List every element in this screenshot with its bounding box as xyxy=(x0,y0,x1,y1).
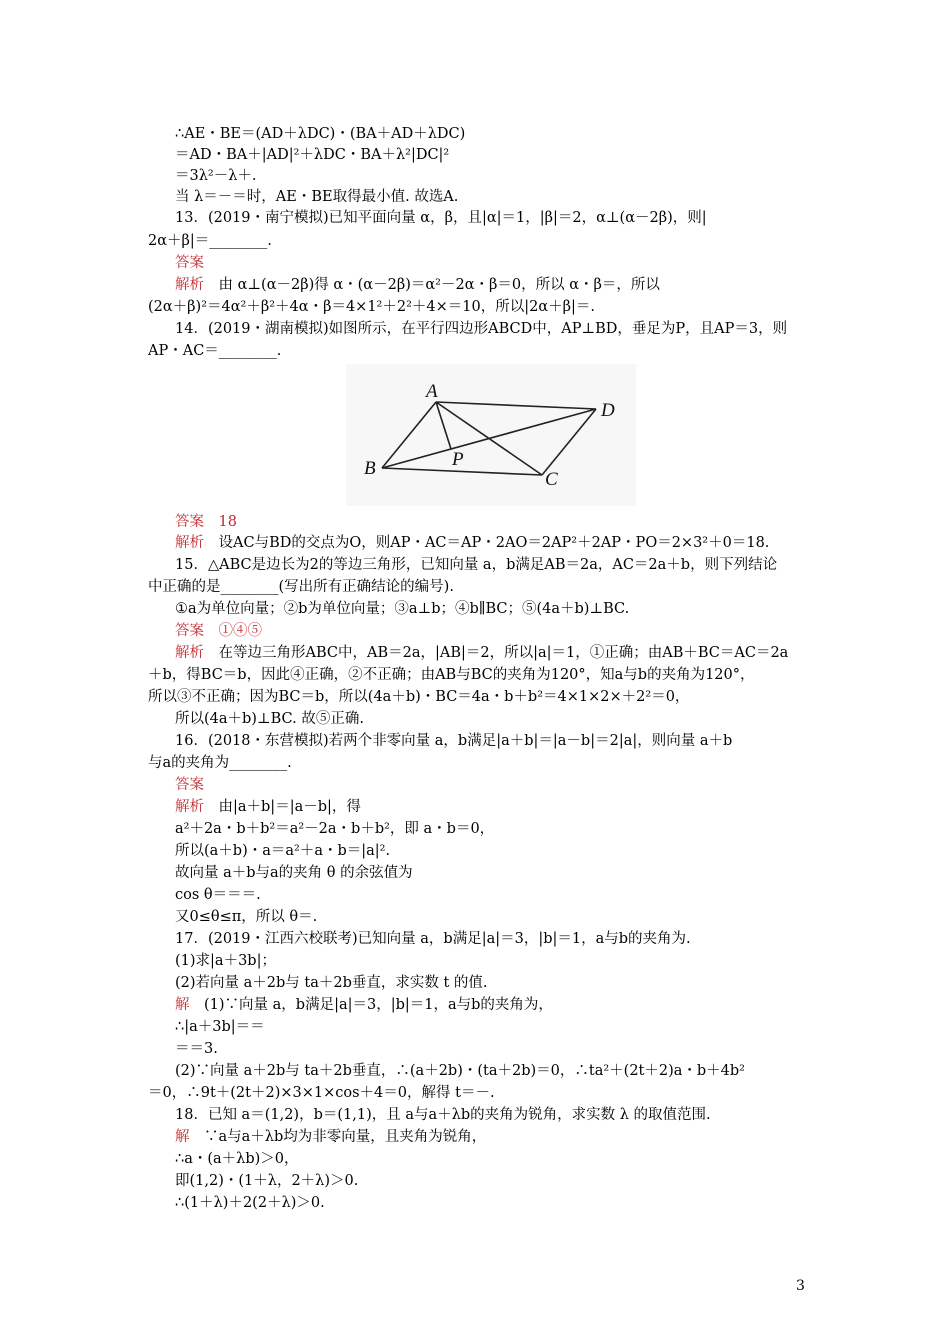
text-line: cos θ＝＝＝. xyxy=(175,887,261,903)
label-a: A xyxy=(426,381,438,402)
text-line: 2α＋β|＝________. xyxy=(148,233,272,249)
label-c: C xyxy=(545,469,558,490)
text-line: ∴a・(a＋λb)＞0， xyxy=(175,1151,299,1167)
problem-13: 13．(2019・南宁模拟)已知平面向量 α，β，且|α|＝1，|β|＝2，α⊥(α－2β)，则| xyxy=(175,210,707,226)
text-line: (2)若向量 a＋2b与 ta＋2b垂直，求实数 t 的值. xyxy=(175,975,488,991)
problem-16: 16．(2018・东营模拟)若两个非零向量 a，b满足|a＋b|＝|a－b|＝2|a|，则向量 a＋b xyxy=(175,733,733,749)
answer-line: 答案 ①④⑤ xyxy=(175,623,262,639)
text-line: ＝0，∴9t＋(2t＋2)×3×1×cos＋4＝0，解得 t＝－. xyxy=(148,1085,495,1101)
problem-15: 15．△ABC是边长为2的等边三角形，已知向量 a，b满足AB＝2a，AC＝2a＋b，则下列结论 xyxy=(175,557,778,573)
text-line: 又0≤θ≤π，所以 θ＝. xyxy=(175,909,318,925)
answer-label: 答案 xyxy=(175,777,204,793)
analysis-line: 解析 由|a＋b|＝|a－b|，得 xyxy=(175,799,361,815)
problem-17: 17．(2019・江西六校联考)已知向量 a，b满足|a|＝3，|b|＝1，a与b的夹角为. xyxy=(175,931,691,947)
answer-line: 答案 18 xyxy=(175,514,237,530)
text-line: ①a为单位向量；②b为单位向量；③a⊥b；④b∥BC；⑤(4a＋b)⊥BC. xyxy=(175,601,630,617)
analysis-line: 解析 由 α⊥(α－2β)得 α・(α－2β)＝α²－2α・β＝0，所以 α・β＝，所以 xyxy=(175,277,660,293)
text-line: a²＋2a・b＋b²＝a²－2a・b＋b²，即 a・b＝0， xyxy=(175,821,495,837)
text-line: 与a的夹角为________. xyxy=(148,755,292,771)
text-line: (2α＋β)²＝4α²＋β²＋4α・β＝4×1²＋2²＋4×＝10，所以|2α＋β|＝. xyxy=(148,299,596,315)
solution-line: 解 (1)∵向量 a，b满足|a|＝3，|b|＝1，a与b的夹角为， xyxy=(175,997,553,1013)
text-line: 中正确的是________(写出所有正确结论的编号). xyxy=(148,579,454,595)
analysis-line: 解析 在等边三角形ABC中，AB＝2a，|AB|＝2，所以|a|＝1，①正确；由AB＋BC＝AC＝2a xyxy=(175,645,789,661)
label-p: P xyxy=(452,449,464,470)
text-line: (1)求|a＋3b|； xyxy=(175,953,276,969)
problem-18: 18．已知 a＝(1,2)，b＝(1,1)，且 a与a＋λb的夹角为锐角，求实数 λ 的取值范围. xyxy=(175,1107,711,1123)
text-line: 即(1,2)・(1＋λ，2＋λ)＞0. xyxy=(175,1173,359,1189)
text-line: 故向量 a＋b与a的夹角 θ 的余弦值为 xyxy=(175,865,413,881)
solution-line: 解 ∵a与a＋λb均为非零向量，且夹角为锐角， xyxy=(175,1129,487,1145)
text-line: ∴(1＋λ)＋2(2＋λ)＞0. xyxy=(175,1195,325,1211)
text-line: ＝AD・BA＋|AD|²＋λDC・BA＋λ²|DC|² xyxy=(175,147,450,163)
text-line: AP・AC＝________. xyxy=(148,343,282,359)
label-b: B xyxy=(364,458,376,479)
text-line: 当 λ＝－＝时，AE・BE取得最小值. 故选A. xyxy=(175,189,459,205)
text-line: (2)∵向量 a＋2b与 ta＋2b垂直，∴(a＋2b)・(ta＋2b)＝0，∴ta²＋(2t＋2)a・b＋4b² xyxy=(175,1063,745,1079)
text-line: ＋b，得BC＝b，因此④正确，②不正确；由AB与BC的夹角为120°，知a与b的夹角为120°， xyxy=(148,667,755,683)
label-d: D xyxy=(601,400,615,421)
text-line: ∴|a＋3b|＝＝ xyxy=(175,1019,265,1035)
text-line: 所以(4a＋b)⊥BC. 故⑤正确. xyxy=(175,711,364,727)
answer-label: 答案 xyxy=(175,255,204,271)
text-line: ＝3λ²－λ＋. xyxy=(175,168,257,184)
text-line: 所以③不正确；因为BC＝b，所以(4a＋b)・BC＝4a・b＋b²＝4×1×2×＋2²＝0， xyxy=(148,689,690,705)
text-line: 所以(a＋b)・a＝a²＋a・b＝|a|². xyxy=(175,843,391,859)
text-line: ＝＝3. xyxy=(175,1041,218,1057)
analysis-line: 解析 设AC与BD的交点为O，则AP・AC＝AP・2AO＝2AP²＋2AP・PO＝2×3²＋0＝18. xyxy=(175,535,770,551)
page-number: 3 xyxy=(796,1278,805,1294)
problem-14: 14．(2019・湖南模拟)如图所示，在平行四边形ABCD中，AP⊥BD，垂足为P，且AP＝3，则 xyxy=(175,321,788,337)
text-line: ∴AE・BE＝(AD＋λDC)・(BA＋AD＋λDC) xyxy=(175,126,466,142)
parallelogram-figure xyxy=(346,364,636,506)
